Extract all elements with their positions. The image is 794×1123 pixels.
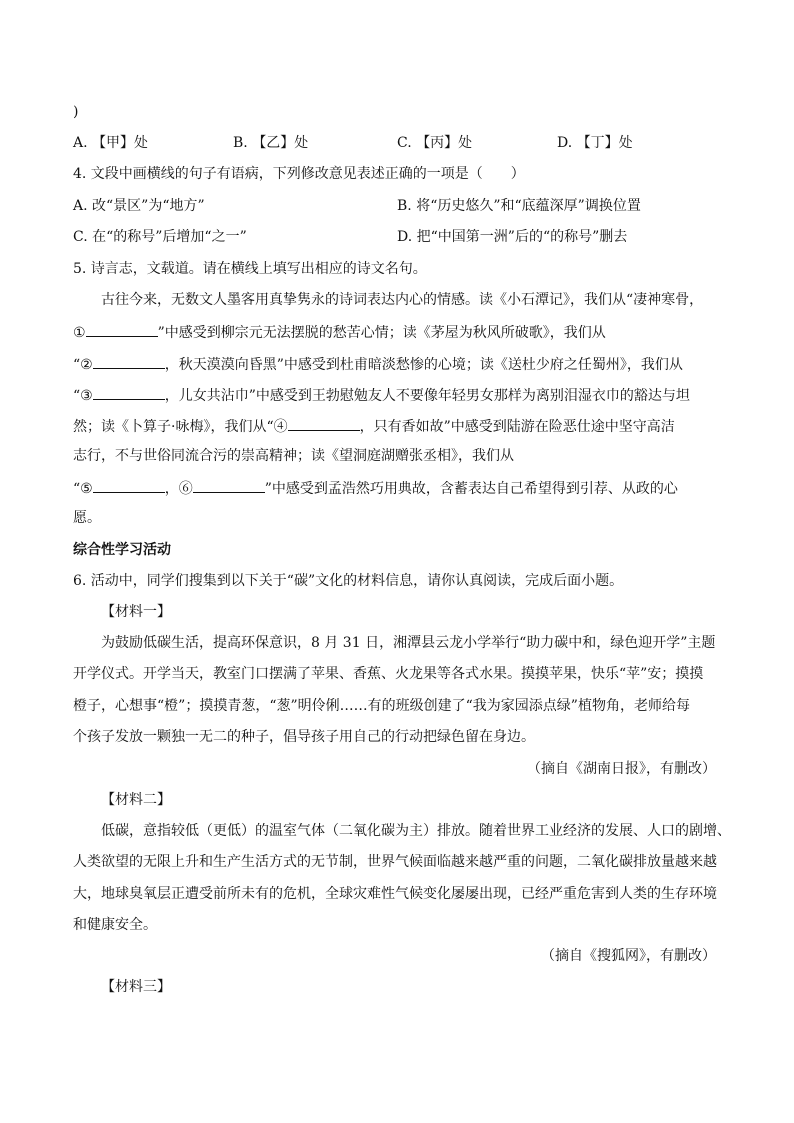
q5-line-6: 志行，不与世俗同流合污的崇高精神；读《望洞庭湖赠张丞相》，我们从 xyxy=(73,448,514,464)
blank-1[interactable] xyxy=(86,322,158,337)
material-2-line: 大，地球臭氧层正遭受前所未有的危机，全球灾难性气候变化屡屡出现，已经严重危害到人类的生存环境 xyxy=(73,886,717,902)
q4-option-a[interactable]: A. 改“景区”为“地方” xyxy=(73,198,205,214)
q5-line-2: ① ”中感受到柳宗元无法摆脱的愁苦心情；读《茅屋为秋风所破歌》，我们从 xyxy=(73,322,606,342)
q4-option-c[interactable]: C. 在“的称号”后增加“之一” xyxy=(73,229,247,245)
material-1-line: 橙子，心想事“橙”；摸摸青葱，“葱”明伶俐……有的班级创建了“我为家园添点绿”植物角，老师给每 xyxy=(73,698,690,714)
q5-line-7: “⑤ ，⑥ ”中感受到孟浩然巧用典故，含蓄表达自己希望得到引荐、从政的心 xyxy=(73,478,678,498)
material-2-source: （摘自《搜狐网》，有删改） xyxy=(541,948,716,964)
material-1-line: 个孩子发放一颗独一无二的种子，倡导孩子用自己的行动把绿色留在身边。 xyxy=(73,729,535,745)
q3-option-c[interactable]: C. 【丙】处 xyxy=(397,135,473,151)
material-1-title: 【材料一】 xyxy=(101,604,171,620)
q3-option-b[interactable]: B. 【乙】处 xyxy=(233,135,309,151)
material-3-title: 【材料三】 xyxy=(101,979,171,995)
q5-stem: 5. 诗言志，文载道。请在横线上填写出相应的诗文名句。 xyxy=(73,261,427,277)
blank-4[interactable] xyxy=(288,416,360,431)
q3-option-d[interactable]: D. 【丁】处 xyxy=(557,135,633,151)
material-2-title: 【材料二】 xyxy=(101,792,171,808)
closing-paren: ) xyxy=(73,104,79,120)
q6-stem: 6. 活动中，同学们搜集到以下关于“碳”文化的材料信息，请你认真阅读，完成后面小题。 xyxy=(73,573,624,589)
material-1-source: （摘自《湖南日报》，有删改） xyxy=(527,761,716,777)
material-2-line: 人类欲望的无限上升和生产生活方式的无节制，世界气候面临越来越严重的问题，二氧化碳排放量越来越 xyxy=(73,854,717,870)
q5-line-8: 愿。 xyxy=(73,510,101,526)
blank-2[interactable] xyxy=(93,354,165,369)
q4-option-d[interactable]: D. 把“中国第一洲”后的“的称号”删去 xyxy=(397,229,628,245)
q4-stem: 4. 文段中画横线的句子有语病，下列修改意见表述正确的一项是（ ） xyxy=(73,166,525,182)
blank-3[interactable] xyxy=(93,385,165,400)
q4-option-b[interactable]: B. 将“历史悠久”和“底蕴深厚”调换位置 xyxy=(397,198,641,214)
q5-line-1: 古往今来，无数文人墨客用真挚隽永的诗词表达内心的情感。读《小石潭记》，我们从“凄神寒骨， xyxy=(101,292,704,308)
blank-6[interactable] xyxy=(193,478,265,493)
q5-line-3: “② ，秋天漠漠向昏黑”中感受到杜甫暗淡愁惨的心境；读《送杜少府之任蜀州》，我们从 xyxy=(73,354,683,374)
material-2-line: 和健康安全。 xyxy=(73,917,157,933)
q3-option-a[interactable]: A. 【甲】处 xyxy=(73,135,149,151)
material-2-line: 低碳，意指较低（更低）的温室气体（二氧化碳为主）排放。随着世界工业经济的发展、人口的剧增、 xyxy=(101,823,731,839)
q5-line-5: 然；读《卜算子·咏梅》，我们从“④ ，只有香如故”中感受到陆游在险恶仕途中坚守高洁 xyxy=(73,416,675,436)
blank-5[interactable] xyxy=(93,478,165,493)
section-title: 综合性学习活动 xyxy=(73,542,171,558)
material-1-line: 开学仪式。开学当天，教室门口摆满了苹果、香蕉、火龙果等各式水果。摸摸苹果，快乐“苹”安；摸摸 xyxy=(73,666,704,682)
q5-line-4: “③ ，儿女共沾巾”中感受到王勃慰勉友人不要像年轻男女那样为离别泪湿衣巾的豁达与坦 xyxy=(73,385,690,405)
material-1-line: 为鼓励低碳生活，提高环保意识，8 月 31 日，湘潭县云龙小学举行“助力碳中和，绿色迎开学”主题 xyxy=(101,635,716,651)
